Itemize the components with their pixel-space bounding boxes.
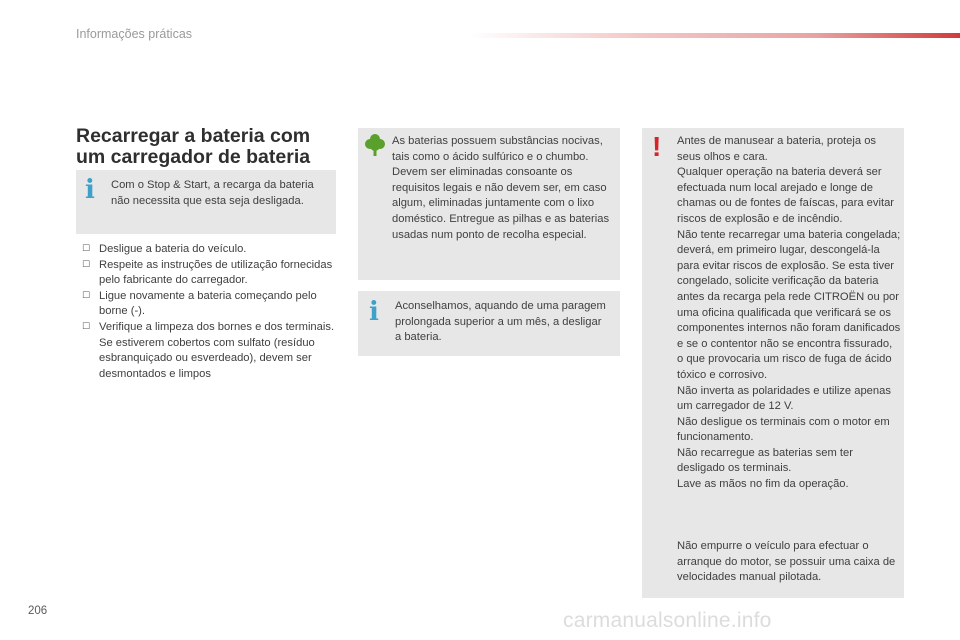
environment-note: As baterias possuem substâncias nocivas, tais como o ácido sulfúrico e o chumbo. Devem ser eliminadas consoante os requisitos legais e não devem ser, em caso algum, eliminadas juntamente com o lixo doméstico. Entregue as pilhas e as baterias usadas num ponto de recolha especial.: [392, 135, 610, 241]
stop-start-note: Com o Stop & Start, a recarga da bateria não necessita que esta seja desligada.: [111, 179, 314, 207]
warning-line: Antes de manusear a bateria, proteja os seus olhos e cara.: [677, 135, 877, 163]
warning-line: Não desligue os terminais com o motor em funcionamento.: [677, 415, 890, 444]
environment-note-box: [358, 128, 620, 280]
warning-text: [677, 134, 901, 493]
push-start-warning: Não empurre o veículo para efectuar o arranque do motor, se possuir uma caixa de velocidades manual pilotada.: [677, 540, 896, 584]
warning-line: Lave as mãos no fim da operação.: [677, 478, 849, 491]
storage-note-box: [358, 291, 620, 356]
info-icon: i: [369, 297, 379, 327]
warning-box: [642, 128, 904, 598]
warning-line: Não recarregue as baterias sem ter desligado os terminais.: [677, 446, 853, 475]
page-number: 206: [28, 605, 48, 617]
section-header: Informações práticas: [76, 27, 193, 41]
stop-start-note-box: [76, 170, 336, 234]
list-item: ☐ Respeite as instruções de utilização fornecidas pelo fabricante do carregador.: [82, 258, 340, 289]
watermark: carmanualsonline.info: [563, 609, 772, 632]
storage-note: Aconselhamos, aquando de uma paragem prolongada superior a um mês, a desligar a bateria.: [395, 300, 606, 344]
page-title: Recarregar a bateria com um carregador de bateria: [76, 125, 311, 168]
warning-line: Qualquer operação na bateria deverá ser efectuada num local arejado e longe de chamas ou de fontes de faíscas, para evitar riscos de explosão e de incêndio.: [677, 166, 895, 225]
header-rule: [470, 33, 960, 38]
warning-line: Não tente recarregar uma bateria congelada; deverá, em primeiro lugar, descongelá-la para evitar riscos de explosão. Se esta tiver congelado, solicite verificação da bateria antes da recarga pela rede CITROËN ou por uma oficina qualificada que verificará se os componentes internos não foram danificados e se o contentor não se encontra fissurado, o que provocaria um risco de fuga de ácido tóxico e corrosivo.: [677, 228, 901, 381]
list-item: ☐ Ligue novamente a bateria começando pelo borne (-).: [82, 289, 340, 320]
warning-line: Não inverta as polaridades e utilize apenas um carregador de 12 V.: [677, 384, 891, 413]
steps-list: [82, 242, 340, 382]
list-item: ☐ Verifique a limpeza dos bornes e dos terminais. Se estiverem cobertos com sulfato (resíduo esbranquiçado ou esverdeado), devem ser desmontados e limpos: [82, 320, 340, 382]
warning-icon: !: [652, 131, 662, 162]
list-item: ☐ Desligue a bateria do veículo.: [82, 242, 340, 258]
tree-icon: [364, 133, 386, 157]
info-icon: i: [85, 175, 95, 205]
